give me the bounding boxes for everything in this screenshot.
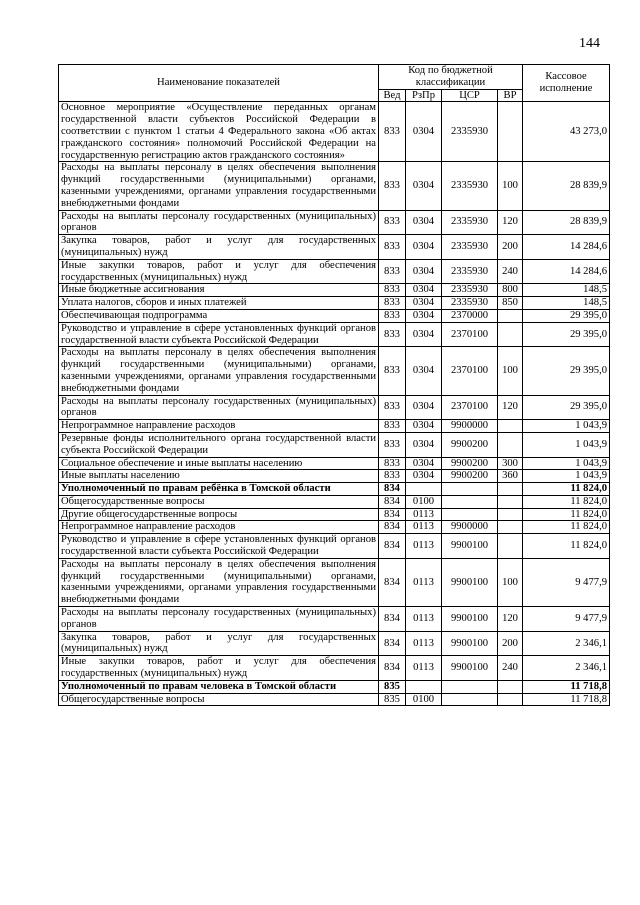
table-row: [59, 309, 610, 322]
table-row: [59, 235, 610, 260]
row-ved: 835: [379, 680, 406, 693]
row-vr: [498, 508, 523, 521]
row-vr: [498, 534, 523, 559]
table-row: [59, 162, 610, 210]
row-ved: 834: [379, 508, 406, 521]
row-ved: 833: [379, 297, 406, 310]
row-vr: [498, 432, 523, 457]
row-csr: 2370100: [442, 395, 498, 420]
row-ved: 833: [379, 235, 406, 260]
row-csr: 2370100: [442, 347, 498, 395]
row-amount: 1 043,9: [523, 470, 610, 483]
row-ved: 833: [379, 395, 406, 420]
row-vr: 120: [498, 607, 523, 632]
row-csr: [442, 693, 498, 706]
row-amount: 43 273,0: [523, 102, 610, 162]
row-rzpr: 0304: [406, 322, 442, 347]
row-ved: 834: [379, 607, 406, 632]
row-rzpr: 0100: [406, 693, 442, 706]
row-rzpr: 0113: [406, 521, 442, 534]
row-vr: 240: [498, 259, 523, 284]
row-csr: 2335930: [442, 210, 498, 235]
row-vr: [498, 495, 523, 508]
row-ved: 834: [379, 521, 406, 534]
row-csr: 9900000: [442, 420, 498, 433]
row-ved: 834: [379, 631, 406, 656]
row-ved: 833: [379, 457, 406, 470]
table-row: [59, 631, 610, 656]
row-rzpr: 0113: [406, 631, 442, 656]
row-csr: [442, 483, 498, 496]
row-csr: 9900100: [442, 607, 498, 632]
row-vr: [498, 693, 523, 706]
table-row: [59, 102, 610, 162]
row-rzpr: 0113: [406, 558, 442, 606]
row-amount: 148,5: [523, 297, 610, 310]
row-amount: 29 395,0: [523, 322, 610, 347]
budget-execution-table: [58, 64, 610, 706]
row-name: Расходы на выплаты персоналу государственных (муниципальных) органов: [59, 210, 379, 235]
row-name: Другие общегосударственные вопросы: [59, 508, 379, 521]
row-vr: 850: [498, 297, 523, 310]
row-csr: [442, 495, 498, 508]
row-amount: 29 395,0: [523, 309, 610, 322]
row-vr: 100: [498, 347, 523, 395]
row-ved: 833: [379, 420, 406, 433]
row-rzpr: 0304: [406, 284, 442, 297]
row-rzpr: [406, 680, 442, 693]
row-name: Обеспечивающая подпрограмма: [59, 309, 379, 322]
row-ved: 833: [379, 470, 406, 483]
header-amount: Кассовое исполнение: [523, 65, 610, 102]
row-vr: 100: [498, 558, 523, 606]
row-rzpr: 0304: [406, 210, 442, 235]
header-csr: ЦСР: [442, 89, 498, 102]
table-row: [59, 259, 610, 284]
table-row: [59, 457, 610, 470]
row-vr: 100: [498, 162, 523, 210]
row-rzpr: 0100: [406, 495, 442, 508]
row-amount: 28 839,9: [523, 162, 610, 210]
row-name: Иные закупки товаров, работ и услуг для обеспечения государственных (муниципальных) нужд: [59, 259, 379, 284]
row-ved: 834: [379, 534, 406, 559]
table-row: [59, 284, 610, 297]
table-body: [59, 102, 610, 706]
row-amount: 1 043,9: [523, 432, 610, 457]
row-rzpr: 0304: [406, 259, 442, 284]
row-name: Иные выплаты населению: [59, 470, 379, 483]
row-ved: 834: [379, 483, 406, 496]
row-rzpr: 0304: [406, 347, 442, 395]
header-ved: Вед: [379, 89, 406, 102]
row-vr: 300: [498, 457, 523, 470]
table-row: [59, 656, 610, 681]
row-name: Основное мероприятие «Осуществление переданных органам государственной власти субъектов Российской Федерации в соответствии с пунктом 1 статьи 4 Федерального закона «Об актах гражданского состояния» полномочий Российской Федерации на государственную регистрацию актов гражданского состояния»: [59, 102, 379, 162]
row-amount: 11 824,0: [523, 483, 610, 496]
row-amount: 148,5: [523, 284, 610, 297]
row-csr: 2370000: [442, 309, 498, 322]
table-row: [59, 534, 610, 559]
row-amount: 14 284,6: [523, 235, 610, 260]
row-ved: 834: [379, 656, 406, 681]
row-amount: 2 346,1: [523, 631, 610, 656]
row-vr: [498, 102, 523, 162]
row-rzpr: 0304: [406, 235, 442, 260]
row-ved: 833: [379, 162, 406, 210]
row-vr: 200: [498, 631, 523, 656]
row-name: Общегосударственные вопросы: [59, 495, 379, 508]
row-vr: 800: [498, 284, 523, 297]
row-ved: 833: [379, 347, 406, 395]
row-name: Уполномоченный по правам человека в Томской области: [59, 680, 379, 693]
table-row: [59, 210, 610, 235]
row-ved: 834: [379, 558, 406, 606]
row-ved: 833: [379, 259, 406, 284]
row-amount: 1 043,9: [523, 420, 610, 433]
row-ved: 833: [379, 309, 406, 322]
row-name: Закупка товаров, работ и услуг для государственных (муниципальных) нужд: [59, 235, 379, 260]
row-amount: 11 824,0: [523, 521, 610, 534]
row-name: Расходы на выплаты персоналу в целях обеспечения выполнения функций государственными (муниципальными) органами, казенными учреждениями, органами управления государственными внебюджетными фондами: [59, 162, 379, 210]
table-row: [59, 607, 610, 632]
table-row: [59, 297, 610, 310]
table-row: [59, 395, 610, 420]
row-amount: 14 284,6: [523, 259, 610, 284]
row-name: Уплата налогов, сборов и иных платежей: [59, 297, 379, 310]
row-vr: [498, 521, 523, 534]
row-rzpr: 0304: [406, 470, 442, 483]
row-vr: [498, 322, 523, 347]
row-ved: 834: [379, 495, 406, 508]
row-csr: 9900200: [442, 470, 498, 483]
row-ved: 833: [379, 322, 406, 347]
row-csr: [442, 508, 498, 521]
row-amount: 28 839,9: [523, 210, 610, 235]
row-amount: 11 718,8: [523, 680, 610, 693]
row-csr: 9900200: [442, 432, 498, 457]
row-csr: [442, 680, 498, 693]
row-name: Непрограммное направление расходов: [59, 521, 379, 534]
row-csr: 2335930: [442, 235, 498, 260]
row-rzpr: 0113: [406, 656, 442, 681]
row-name: Резервные фонды исполнительного органа государственной власти субъекта Российской Федерации: [59, 432, 379, 457]
row-vr: 120: [498, 395, 523, 420]
row-rzpr: 0304: [406, 420, 442, 433]
table-row: [59, 347, 610, 395]
row-rzpr: 0304: [406, 102, 442, 162]
row-ved: 833: [379, 102, 406, 162]
row-amount: 9 477,9: [523, 558, 610, 606]
row-amount: 11 824,0: [523, 508, 610, 521]
row-csr: 2335930: [442, 284, 498, 297]
row-name: Иные закупки товаров, работ и услуг для обеспечения государственных (муниципальных) нужд: [59, 656, 379, 681]
row-csr: 9900100: [442, 558, 498, 606]
row-name: Уполномоченный по правам ребёнка в Томской области: [59, 483, 379, 496]
row-amount: 11 824,0: [523, 495, 610, 508]
row-csr: 9900000: [442, 521, 498, 534]
row-csr: 9900100: [442, 656, 498, 681]
table-row: [59, 470, 610, 483]
row-ved: 833: [379, 432, 406, 457]
row-name: Руководство и управление в сфере установленных функций органов государственной власти субъекта Российской Федерации: [59, 322, 379, 347]
row-amount: 1 043,9: [523, 457, 610, 470]
table-row: [59, 432, 610, 457]
row-amount: 11 718,8: [523, 693, 610, 706]
row-vr: [498, 483, 523, 496]
row-vr: 240: [498, 656, 523, 681]
row-name: Общегосударственные вопросы: [59, 693, 379, 706]
row-rzpr: 0304: [406, 457, 442, 470]
row-ved: 833: [379, 210, 406, 235]
row-rzpr: 0304: [406, 395, 442, 420]
row-name: Закупка товаров, работ и услуг для государственных (муниципальных) нужд: [59, 631, 379, 656]
table-row: [59, 420, 610, 433]
row-csr: 9900100: [442, 631, 498, 656]
row-amount: 29 395,0: [523, 347, 610, 395]
row-name: Руководство и управление в сфере установленных функций органов государственной власти субъекта Российской Федерации: [59, 534, 379, 559]
table-row: [59, 508, 610, 521]
row-rzpr: 0304: [406, 309, 442, 322]
row-vr: [498, 309, 523, 322]
row-name: Расходы на выплаты персоналу государственных (муниципальных) органов: [59, 395, 379, 420]
row-rzpr: 0304: [406, 432, 442, 457]
row-csr: 9900200: [442, 457, 498, 470]
row-rzpr: 0113: [406, 534, 442, 559]
row-rzpr: 0113: [406, 607, 442, 632]
table-row: [59, 521, 610, 534]
row-vr: 200: [498, 235, 523, 260]
table-row: [59, 483, 610, 496]
header-code-group: Код по бюджетной классификации: [379, 65, 523, 90]
row-rzpr: [406, 483, 442, 496]
row-vr: 120: [498, 210, 523, 235]
header-name: Наименование показателей: [59, 65, 379, 102]
row-amount: 2 346,1: [523, 656, 610, 681]
row-name: Непрограммное направление расходов: [59, 420, 379, 433]
row-vr: [498, 680, 523, 693]
row-ved: 835: [379, 693, 406, 706]
table-row: [59, 495, 610, 508]
row-csr: 2335930: [442, 297, 498, 310]
row-name: Расходы на выплаты персоналу в целях обеспечения выполнения функций государственными (муниципальными) органами, казенными учреждениями, органами управления государственными внебюджетными фондами: [59, 347, 379, 395]
row-amount: 9 477,9: [523, 607, 610, 632]
table-row: [59, 558, 610, 606]
row-name: Иные бюджетные ассигнования: [59, 284, 379, 297]
row-csr: 2335930: [442, 162, 498, 210]
page-number: 144: [579, 36, 600, 51]
header-rzpr: РзПр: [406, 89, 442, 102]
row-csr: 2370100: [442, 322, 498, 347]
row-amount: 29 395,0: [523, 395, 610, 420]
table-row: [59, 693, 610, 706]
row-name: Расходы на выплаты персоналу в целях обеспечения выполнения функций государственными (муниципальными) органами, казенными учреждениями, органами управления государственными внебюджетными фондами: [59, 558, 379, 606]
table-row: [59, 322, 610, 347]
row-rzpr: 0304: [406, 297, 442, 310]
row-ved: 833: [379, 284, 406, 297]
row-name: Расходы на выплаты персоналу государственных (муниципальных) органов: [59, 607, 379, 632]
header-vr: ВР: [498, 89, 523, 102]
row-csr: 2335930: [442, 102, 498, 162]
row-csr: 9900100: [442, 534, 498, 559]
row-vr: [498, 420, 523, 433]
row-rzpr: 0113: [406, 508, 442, 521]
row-amount: 11 824,0: [523, 534, 610, 559]
row-vr: 360: [498, 470, 523, 483]
row-rzpr: 0304: [406, 162, 442, 210]
row-csr: 2335930: [442, 259, 498, 284]
row-name: Социальное обеспечение и иные выплаты населению: [59, 457, 379, 470]
table-row: [59, 680, 610, 693]
